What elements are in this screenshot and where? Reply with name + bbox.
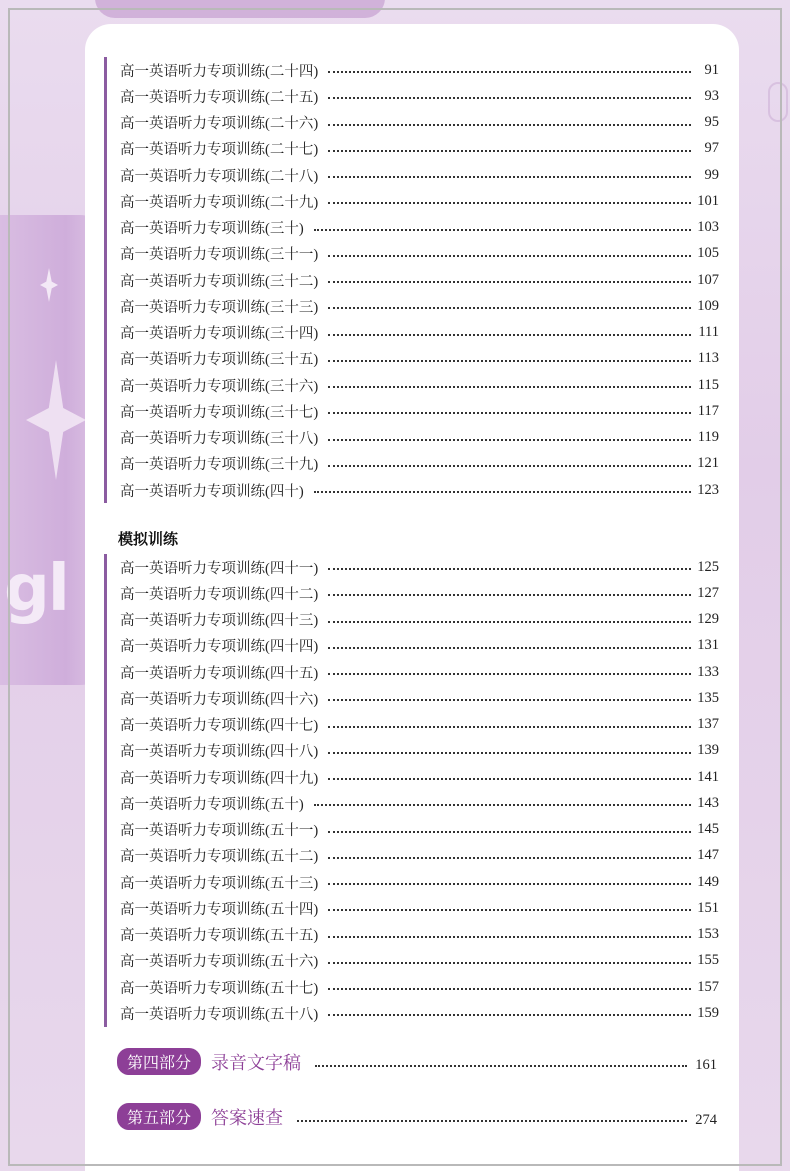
toc-entry[interactable] bbox=[120, 110, 719, 136]
entry-title: 高一英语听力专项训练(三十五) bbox=[120, 352, 319, 369]
page-number: 103 bbox=[697, 219, 719, 236]
dot-leader bbox=[328, 1014, 691, 1016]
toc-entry[interactable] bbox=[120, 685, 719, 711]
dot-leader bbox=[314, 229, 691, 231]
part-title: 录音文字稿 bbox=[211, 1052, 302, 1074]
page-number: 155 bbox=[697, 952, 719, 969]
dot-leader bbox=[328, 360, 691, 362]
part-title: 答案速查 bbox=[211, 1107, 284, 1129]
toc-entry[interactable] bbox=[120, 451, 719, 477]
page-number: 123 bbox=[697, 481, 719, 498]
dot-leader bbox=[314, 491, 691, 493]
toc-group-listening-1 bbox=[104, 57, 719, 503]
section-title-mock-training: 模拟训练 bbox=[118, 530, 179, 548]
toc-entry[interactable] bbox=[120, 346, 719, 372]
dot-leader bbox=[314, 804, 691, 806]
toc-entry[interactable] bbox=[120, 398, 719, 424]
dot-leader bbox=[328, 334, 691, 336]
entry-title: 高一英语听力专项训练(五十六) bbox=[120, 954, 319, 971]
entry-title: 高一英语听力专项训练(四十八) bbox=[120, 744, 319, 761]
dot-leader bbox=[328, 673, 691, 675]
page-number: 131 bbox=[697, 637, 719, 654]
toc-entry[interactable] bbox=[120, 215, 719, 241]
toc-entry[interactable] bbox=[120, 764, 719, 790]
dot-leader bbox=[328, 857, 691, 859]
dot-leader bbox=[328, 594, 691, 596]
toc-entry[interactable] bbox=[120, 425, 719, 451]
toc-entry[interactable] bbox=[120, 869, 719, 895]
entry-title: 高一英语听力专项训练(四十七) bbox=[120, 718, 319, 735]
dot-leader bbox=[328, 255, 691, 257]
dot-leader bbox=[328, 71, 691, 73]
page-number: 95 bbox=[704, 114, 719, 131]
page-number: 274 bbox=[695, 1112, 717, 1128]
page-number: 117 bbox=[697, 402, 719, 419]
entry-title: 高一英语听力专项训练(二十七) bbox=[120, 142, 319, 159]
entry-title: 高一英语听力专项训练(三十) bbox=[120, 221, 304, 238]
entry-title: 高一英语听力专项训练(二十九) bbox=[120, 194, 319, 211]
entry-title: 高一英语听力专项训练(四十五) bbox=[120, 665, 319, 682]
dot-leader bbox=[328, 386, 691, 388]
toc-entry[interactable] bbox=[120, 83, 719, 109]
page-number: 147 bbox=[697, 847, 719, 864]
entry-title: 高一英语听力专项训练(二十五) bbox=[120, 89, 319, 106]
entry-title: 高一英语听力专项训练(三十九) bbox=[120, 457, 319, 474]
entry-title: 高一英语听力专项训练(四十九) bbox=[120, 770, 319, 787]
page-number: 109 bbox=[697, 297, 719, 314]
page-number: 125 bbox=[697, 558, 719, 575]
dot-leader bbox=[328, 176, 691, 178]
toc-entry[interactable] bbox=[120, 554, 719, 580]
entry-title: 高一英语听力专项训练(五十三) bbox=[120, 875, 319, 892]
toc-entry[interactable] bbox=[120, 372, 719, 398]
toc-entry[interactable] bbox=[120, 659, 719, 685]
page-number: 93 bbox=[704, 87, 719, 104]
dot-leader bbox=[328, 778, 691, 780]
toc-entry[interactable] bbox=[120, 633, 719, 659]
toc-entry[interactable] bbox=[120, 895, 719, 921]
page-number: 135 bbox=[697, 689, 719, 706]
toc-entry[interactable] bbox=[120, 320, 719, 346]
dot-leader bbox=[328, 726, 691, 728]
entry-title: 高一英语听力专项训练(三十二) bbox=[120, 273, 319, 290]
entry-title: 高一英语听力专项训练(四十) bbox=[120, 483, 304, 500]
part-badge: 第五部分 bbox=[117, 1103, 201, 1130]
entry-title: 高一英语听力专项训练(五十二) bbox=[120, 849, 319, 866]
dot-leader bbox=[328, 412, 691, 414]
page-number: 113 bbox=[697, 350, 719, 367]
toc-entry[interactable] bbox=[120, 293, 719, 319]
page-number: 151 bbox=[697, 899, 719, 916]
toc-entry[interactable] bbox=[120, 738, 719, 764]
toc-part-four[interactable] bbox=[117, 1048, 717, 1075]
page-number: 99 bbox=[704, 166, 719, 183]
toc-entry[interactable] bbox=[120, 843, 719, 869]
page-number: 107 bbox=[697, 271, 719, 288]
dot-leader bbox=[315, 1065, 687, 1067]
dot-leader bbox=[328, 831, 691, 833]
toc-entry[interactable] bbox=[120, 188, 719, 214]
entry-title: 高一英语听力专项训练(五十五) bbox=[120, 928, 319, 945]
entry-title: 高一英语听力专项训练(五十一) bbox=[120, 823, 319, 840]
toc-entry[interactable] bbox=[120, 580, 719, 606]
dot-leader bbox=[328, 936, 691, 938]
entry-title: 高一英语听力专项训练(三十一) bbox=[120, 247, 319, 264]
entry-title: 高一英语听力专项训练(三十八) bbox=[120, 431, 319, 448]
entry-title: 高一英语听力专项训练(三十四) bbox=[120, 326, 319, 343]
page-number: 133 bbox=[697, 663, 719, 680]
dot-leader bbox=[328, 909, 691, 911]
dot-leader bbox=[328, 647, 691, 649]
dot-leader bbox=[297, 1120, 687, 1122]
page-number: 91 bbox=[704, 61, 719, 78]
page-number: 119 bbox=[697, 429, 719, 446]
entry-title: 高一英语听力专项训练(四十一) bbox=[120, 560, 319, 577]
entry-title: 高一英语听力专项训练(四十四) bbox=[120, 639, 319, 656]
dot-leader bbox=[328, 752, 691, 754]
page-number: 137 bbox=[697, 716, 719, 733]
toc-entry[interactable] bbox=[120, 1000, 719, 1026]
entry-title: 高一英语听力专项训练(四十二) bbox=[120, 586, 319, 603]
entry-title: 高一英语听力专项训练(五十八) bbox=[120, 1006, 319, 1023]
toc-entry[interactable] bbox=[120, 922, 719, 948]
dot-leader bbox=[328, 988, 691, 990]
dot-leader bbox=[328, 465, 691, 467]
dot-leader bbox=[328, 150, 691, 152]
page-number: 145 bbox=[697, 821, 719, 838]
page-number: 149 bbox=[697, 873, 719, 890]
dot-leader bbox=[328, 124, 691, 126]
entry-title: 高一英语听力专项训练(三十三) bbox=[120, 299, 319, 316]
dot-leader bbox=[328, 439, 691, 441]
page-number: 121 bbox=[697, 455, 719, 472]
toc-entry[interactable] bbox=[120, 136, 719, 162]
page-number: 111 bbox=[698, 324, 719, 341]
toc-entry[interactable] bbox=[120, 817, 719, 843]
entry-title: 高一英语听力专项训练(四十六) bbox=[120, 691, 319, 708]
page-number: 101 bbox=[697, 192, 719, 209]
decorative-curl bbox=[768, 82, 788, 122]
page-number: 161 bbox=[695, 1057, 717, 1073]
toc-entry[interactable] bbox=[120, 162, 719, 188]
page-number: 143 bbox=[697, 794, 719, 811]
toc-entry[interactable] bbox=[120, 790, 719, 816]
toc-entry[interactable] bbox=[120, 477, 719, 503]
toc-entry[interactable] bbox=[120, 267, 719, 293]
entry-title: 高一英语听力专项训练(五十七) bbox=[120, 980, 319, 997]
entry-title: 高一英语听力专项训练(三十六) bbox=[120, 378, 319, 395]
decorative-letters: gl bbox=[4, 552, 68, 626]
page-number: 97 bbox=[704, 140, 719, 157]
page-number: 141 bbox=[697, 768, 719, 785]
toc-entry[interactable] bbox=[120, 241, 719, 267]
dot-leader bbox=[328, 97, 691, 99]
dot-leader bbox=[328, 699, 691, 701]
dot-leader bbox=[328, 962, 691, 964]
toc-entry[interactable] bbox=[120, 974, 719, 1000]
dot-leader bbox=[328, 202, 691, 204]
part-badge: 第四部分 bbox=[117, 1048, 201, 1075]
decorative-header-shape bbox=[95, 0, 385, 18]
toc-entry[interactable] bbox=[120, 948, 719, 974]
toc-part-five[interactable] bbox=[117, 1103, 717, 1130]
page-number: 105 bbox=[697, 245, 719, 262]
page-number: 115 bbox=[697, 376, 719, 393]
entry-title: 高一英语听力专项训练(五十四) bbox=[120, 901, 319, 918]
page-number: 129 bbox=[697, 611, 719, 628]
dot-leader bbox=[328, 621, 691, 623]
toc-entry[interactable] bbox=[120, 57, 719, 83]
dot-leader bbox=[328, 281, 691, 283]
dot-leader bbox=[328, 883, 691, 885]
toc-entry[interactable] bbox=[120, 607, 719, 633]
page-number: 157 bbox=[697, 978, 719, 995]
entry-title: 高一英语听力专项训练(三十七) bbox=[120, 404, 319, 421]
entry-title: 高一英语听力专项训练(五十) bbox=[120, 796, 304, 813]
page-number: 139 bbox=[697, 742, 719, 759]
entry-title: 高一英语听力专项训练(二十六) bbox=[120, 116, 319, 133]
page-number: 159 bbox=[697, 1004, 719, 1021]
entry-title: 高一英语听力专项训练(二十四) bbox=[120, 63, 319, 80]
entry-title: 高一英语听力专项训练(二十八) bbox=[120, 168, 319, 185]
entry-title: 高一英语听力专项训练(四十三) bbox=[120, 613, 319, 630]
page-number: 127 bbox=[697, 584, 719, 601]
toc-entry[interactable] bbox=[120, 712, 719, 738]
dot-leader bbox=[328, 307, 691, 309]
page-number: 153 bbox=[697, 926, 719, 943]
toc-group-mock-training bbox=[104, 554, 719, 1027]
dot-leader bbox=[328, 568, 691, 570]
